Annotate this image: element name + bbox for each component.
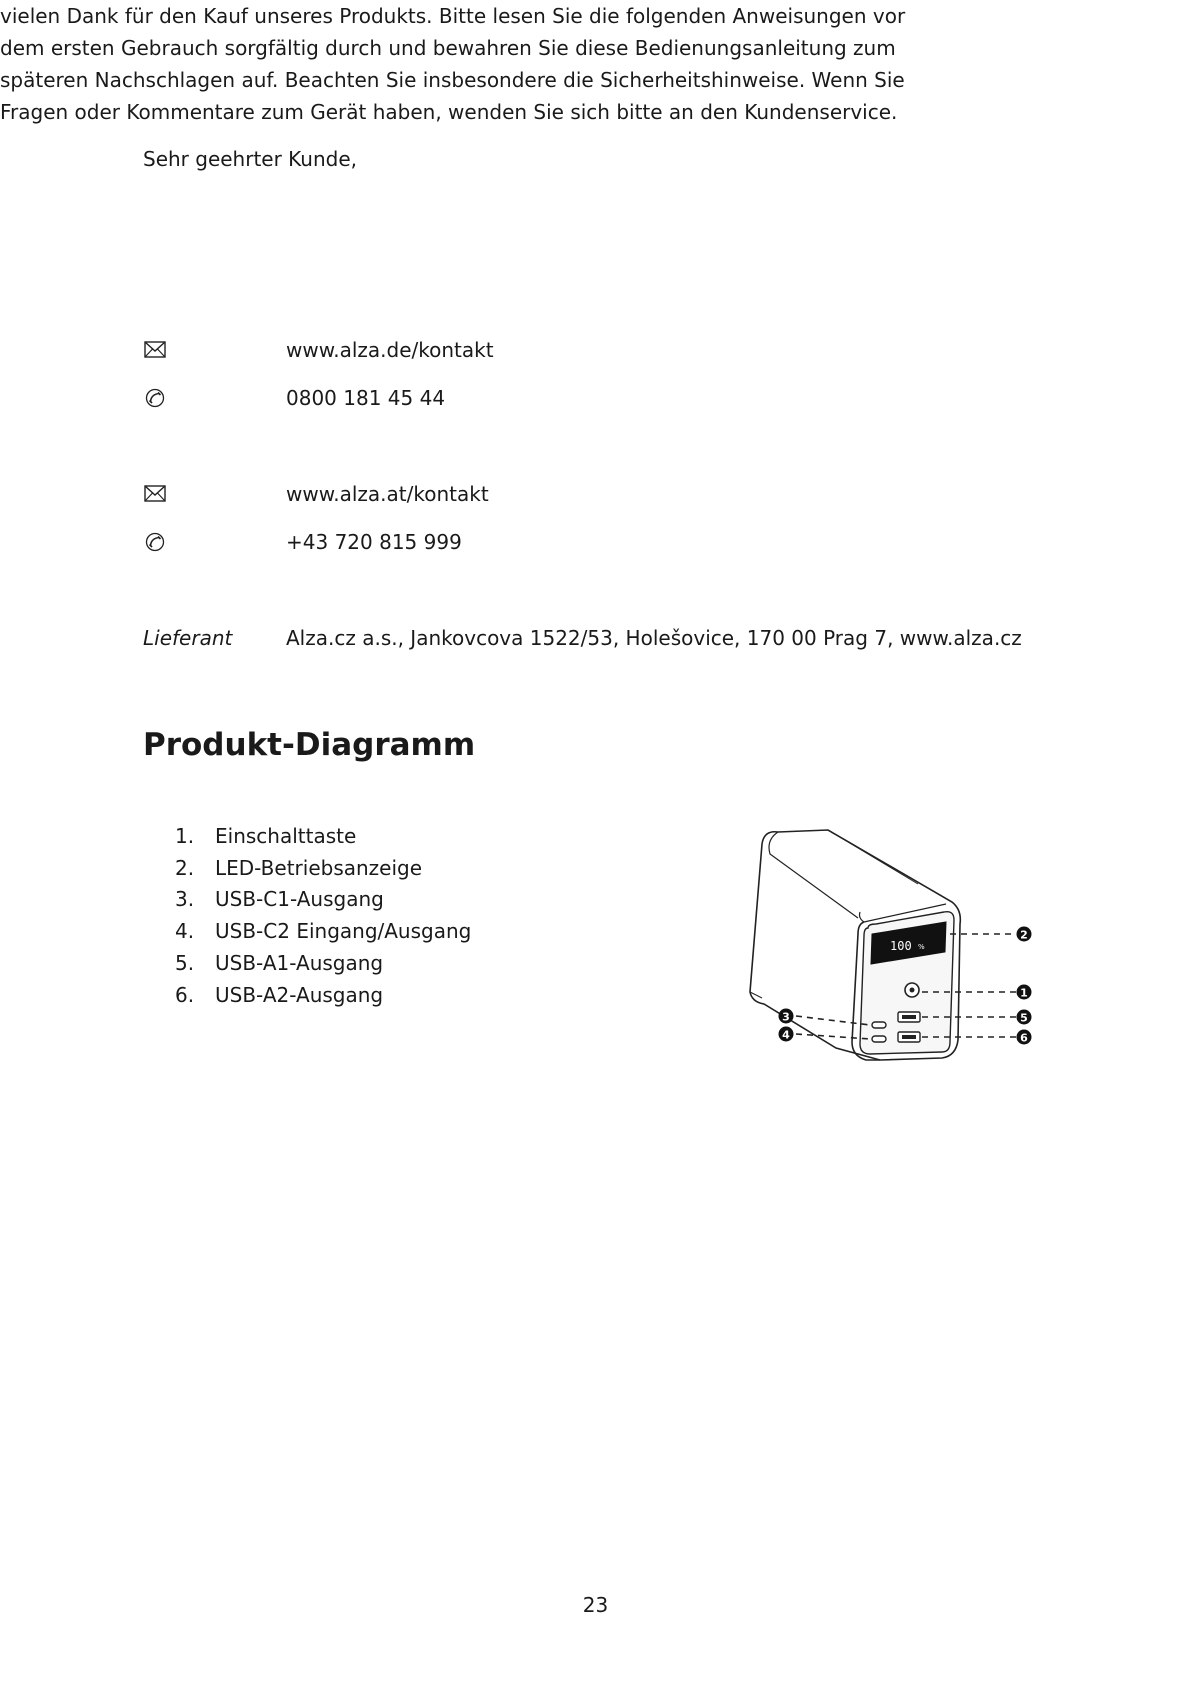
- display-unit: %: [918, 943, 925, 951]
- usb-c1-port: [872, 1022, 886, 1028]
- greeting: Sehr geehrter Kunde,: [143, 147, 358, 171]
- list-label: USB-A2-Ausgang: [215, 982, 384, 1007]
- contact-phone-at: +43 720 815 999: [286, 530, 462, 554]
- svg-text:4: 4: [782, 1028, 790, 1042]
- contact-phone-de: 0800 181 45 44: [286, 386, 446, 410]
- intro-line: dem ersten Gebrauch sorgfältig durch und bewahren Sie diese Bedienungsanleitung zum: [0, 36, 896, 60]
- usb-c2-port: [872, 1036, 886, 1042]
- callout-marker-5: [1017, 1010, 1032, 1025]
- list-number: 4.: [175, 919, 195, 944]
- list-item: [175, 821, 471, 853]
- list-item: [175, 980, 471, 1012]
- callout-marker-4: [779, 1027, 794, 1042]
- callout-line-3: [796, 1016, 870, 1025]
- list-label: LED-Betriebsanzeige: [215, 855, 423, 880]
- callout-marker-6: [1017, 1030, 1032, 1045]
- list-label: Einschalttaste: [215, 824, 357, 848]
- intro-paragraph: [0, 0, 905, 128]
- supplier-value: Alza.cz a.s., Jankovcova 1522/53, Holešovice, 170 00 Prag 7, www.alza.cz: [286, 626, 1022, 650]
- callout-marker-3: [779, 1009, 794, 1024]
- svg-text:3: 3: [782, 1010, 790, 1024]
- list-number: 6.: [175, 982, 195, 1007]
- intro-line: vielen Dank für den Kauf unseres Produkts. Bitte lesen Sie die folgenden Anweisungen vor: [0, 4, 906, 28]
- supplier-label: Lieferant: [143, 626, 233, 650]
- callout-line-4: [796, 1034, 870, 1039]
- callout-marker-2: [1017, 927, 1032, 942]
- list-item: [175, 916, 471, 948]
- page-number: 23: [582, 1593, 609, 1617]
- display-reading: 100: [890, 939, 912, 953]
- contact-web-de[interactable]: www.alza.de/kontakt: [286, 338, 494, 362]
- list-number: 3.: [175, 887, 195, 912]
- callout-marker-1: [1017, 985, 1032, 1000]
- envelope-icon: [143, 482, 167, 506]
- svg-text:6: 6: [1020, 1031, 1028, 1045]
- list-item: [175, 948, 471, 980]
- intro-line: Fragen oder Kommentare zum Gerät haben, wenden Sie sich bitte an den Kundenservice.: [0, 100, 898, 124]
- phone-icon: [143, 386, 167, 410]
- product-diagram: [740, 820, 1060, 1070]
- list-item: [175, 884, 471, 916]
- contact-web-at[interactable]: www.alza.at/kontakt: [286, 482, 489, 506]
- list-label: USB-A1-Ausgang: [215, 950, 384, 975]
- list-number: 2.: [175, 855, 195, 880]
- parts-list: [175, 821, 471, 1011]
- svg-text:1: 1: [1020, 986, 1028, 1000]
- svg-text:5: 5: [1020, 1011, 1028, 1025]
- intro-line: späteren Nachschlagen auf. Beachten Sie insbesondere die Sicherheitshinweise. Wenn Sie: [0, 68, 905, 92]
- envelope-icon: [143, 338, 167, 362]
- list-item: [175, 853, 471, 885]
- list-number: 1.: [175, 824, 195, 848]
- phone-icon: [143, 530, 167, 554]
- list-label: USB-C1-Ausgang: [215, 887, 384, 912]
- svg-text:2: 2: [1020, 928, 1028, 942]
- list-number: 5.: [175, 950, 195, 975]
- section-title: Produkt-Diagramm: [143, 727, 476, 763]
- list-label: USB-C2 Eingang/Ausgang: [215, 919, 472, 944]
